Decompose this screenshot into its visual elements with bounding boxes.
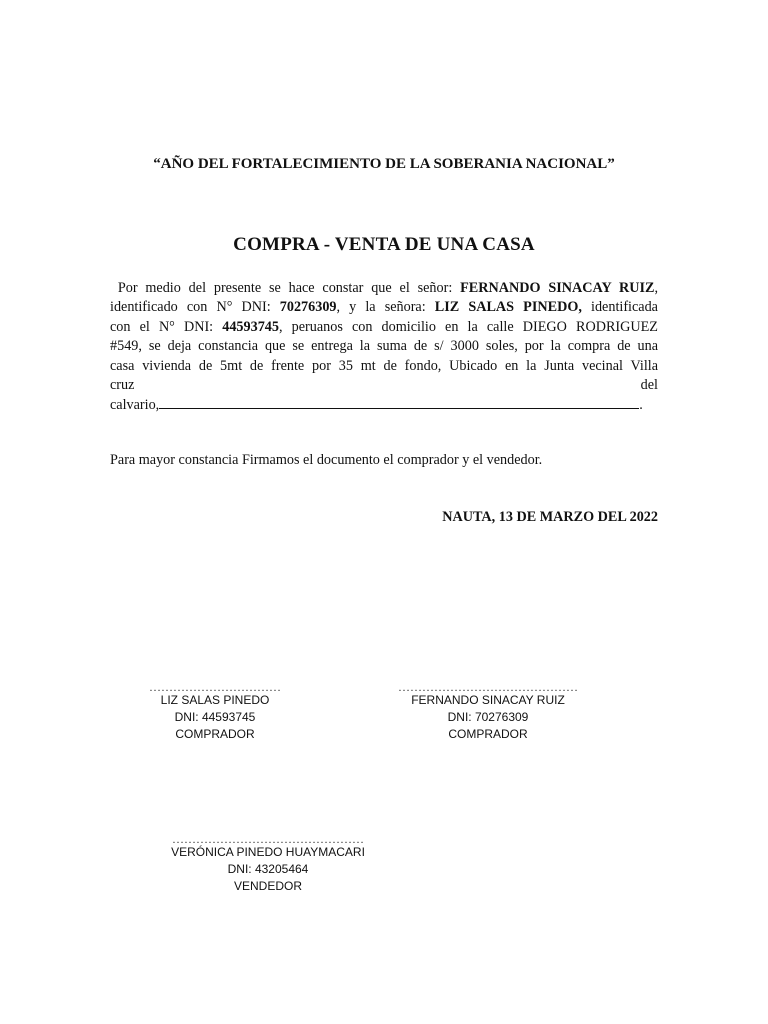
signer-name: LIZ SALAS PINEDO: [160, 693, 270, 707]
signer-name: VERÓNICA PINEDO HUAYMACARI: [171, 845, 365, 859]
body-text: identificada: [591, 299, 658, 316]
signer-role: COMPRADOR: [175, 727, 255, 741]
document-body: [110, 279, 658, 416]
signer-name: FERNANDO SINACAY RUIZ: [411, 693, 565, 707]
signer-dni: DNI: 44593745: [174, 710, 256, 724]
body-line: Por medio del presente se hace constar que el señor: FERNANDO SINACAY RUIZ,: [117, 280, 659, 296]
body-line: #549, se deja constancia que se entrega la suma de s/ 3000 soles, por la compra de una: [110, 338, 658, 355]
fill-in-blank-line: [159, 395, 639, 409]
body-line: [110, 318, 658, 337]
body-text: , y la señora:: [336, 299, 426, 316]
signer-role: COMPRADOR: [448, 727, 528, 741]
signer-dni: DNI: 43205464: [227, 862, 309, 876]
document-title: COMPRA - VENTA DE UNA CASA: [233, 234, 535, 255]
signature-line: ………………………………………: [398, 680, 578, 694]
body-text: calvario,: [110, 397, 160, 414]
buyer-dni: 44593745: [222, 318, 279, 335]
signer-dni: DNI: 70276309: [447, 710, 529, 724]
signature-line: …………………………………………: [172, 832, 364, 846]
signature-block-buyer-2: [385, 682, 591, 743]
seller-name: FERNANDO SINACAY RUIZ: [460, 280, 655, 296]
seller-dni: 70276309: [279, 299, 337, 316]
signature-block-seller: [150, 834, 386, 895]
signature-line: ……………………………: [149, 680, 281, 694]
body-text: Por medio del presente se hace constar que el señor:: [117, 280, 453, 296]
body-text: con el N° DNI:: [110, 318, 214, 335]
body-line: [110, 376, 658, 395]
signer-role: VENDEDOR: [233, 879, 302, 893]
document-motto: “AÑO DEL FORTALECIMIENTO DE LA SOBERANIA NACIONAL”: [153, 156, 615, 172]
body-line: casa vivienda de 5mt de frente por 35 mt de fondo, Ubicado en la Junta vecinal Villa: [110, 357, 658, 374]
closing-statement: Para mayor constancia Firmamos el documento el comprador y el vendedor.: [110, 452, 543, 468]
body-text: identificado con N° DNI:: [110, 299, 271, 316]
body-text: , peruanos con domicilio en la calle DIEGO RODRIGUEZ: [278, 318, 658, 335]
body-line: calvario, .: [110, 397, 643, 414]
body-line: [110, 298, 658, 317]
signature-block-buyer-1: [140, 682, 290, 743]
body-text: cruz: [110, 377, 135, 394]
body-text: del: [640, 377, 658, 394]
place-and-date: NAUTA, 13 DE MARZO DEL 2022: [442, 509, 658, 525]
buyer-name: LIZ SALAS PINEDO,: [434, 299, 582, 316]
